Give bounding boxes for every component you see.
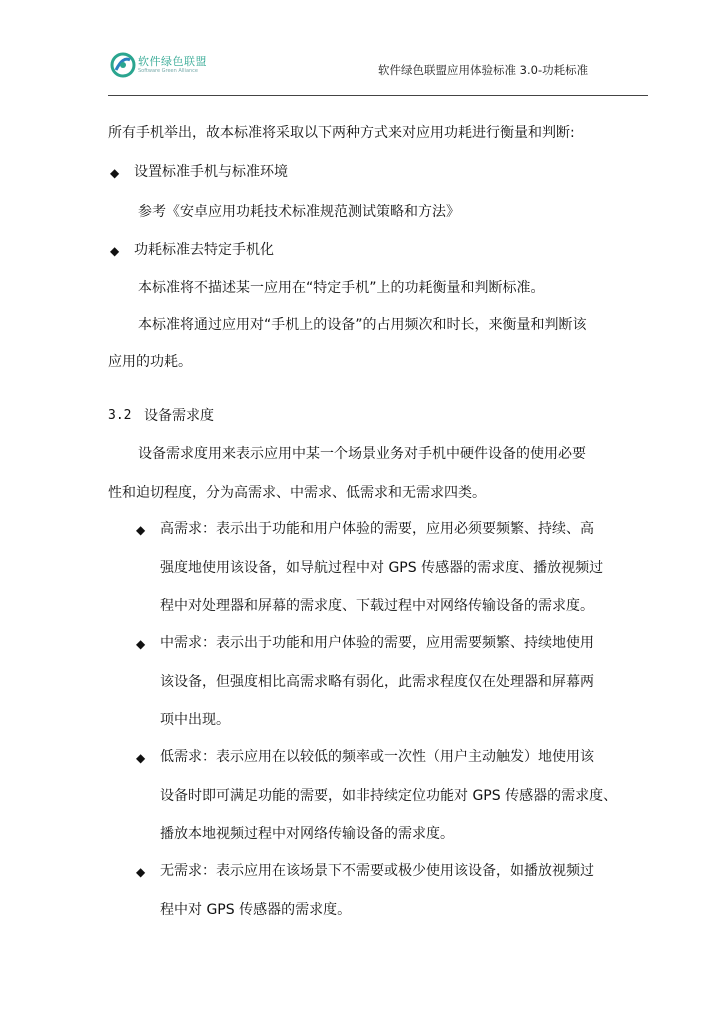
- level-high-line1: 高需求：表示出于功能和用户体验的需要，应用必须要频繁、持续、高: [160, 521, 594, 537]
- item2-paragraph-2-line2: 应用的功耗。: [108, 354, 192, 370]
- item2-paragraph-2-line1: 本标准将通过应用对“手机上的设备”的占用频次和时长，来衡量和判断该: [138, 317, 587, 333]
- bullet-diamond-icon: ◆: [136, 637, 146, 651]
- bullet-diamond-icon: ◆: [110, 244, 120, 258]
- level-high-line3: 程中对处理器和屏幕的需求度、下载过程中对网络传输设备的需求度。: [160, 598, 594, 614]
- level-none-line1: 无需求：表示应用在该场景下不需要或极少使用该设备，如播放视频过: [160, 863, 594, 879]
- page-header: [0, 0, 724, 100]
- item1-title: 设置标准手机与标准环境: [134, 164, 288, 180]
- level-medium-line3: 项中出现。: [160, 712, 230, 728]
- logo: [110, 52, 210, 80]
- level-low-line3: 播放本地视频过程中对网络传输设备的需求度。: [160, 826, 454, 842]
- bullet-diamond-icon: ◆: [110, 166, 120, 180]
- logo-text-en: Software Green Alliance: [138, 68, 199, 74]
- bullet-diamond-icon: ◆: [136, 751, 146, 765]
- logo-text-cn: 软件绿色联盟: [138, 55, 207, 68]
- section-desc-line2: 性和迫切程度，分为高需求、中需求、低需求和无需求四类。: [108, 485, 486, 501]
- bullet-diamond-icon: ◆: [136, 865, 146, 879]
- section-number: 3.2: [108, 408, 132, 423]
- header-title: 软件绿色联盟应用体验标准 3.0-功耗标准: [378, 63, 589, 77]
- level-low-line2: 设备时即可满足功能的需要，如非持续定位功能对 GPS 传感器的需求度、: [160, 788, 618, 804]
- level-none-line2: 程中对 GPS 传感器的需求度。: [160, 902, 352, 918]
- item2-paragraph-1: 本标准将不描述某一应用在“特定手机”上的功耗衡量和判断标准。: [138, 280, 545, 296]
- item2-title: 功耗标准去特定手机化: [134, 242, 274, 258]
- header-divider: [108, 95, 648, 96]
- logo-mark-icon: [110, 52, 136, 78]
- level-high-line2: 强度地使用该设备，如导航过程中对 GPS 传感器的需求度、播放视频过: [160, 560, 604, 576]
- section-desc-line1: 设备需求度用来表示应用中某一个场景业务对手机中硬件设备的使用必要: [138, 446, 586, 462]
- bullet-diamond-icon: ◆: [136, 523, 146, 537]
- item1-reference: 参考《安卓应用功耗技术标准规范测试策略和方法》: [138, 204, 460, 220]
- section-title: 设备需求度: [144, 408, 214, 424]
- level-low-line1: 低需求：表示应用在以较低的频率或一次性（用户主动触发）地使用该: [160, 749, 594, 765]
- level-medium-line2: 该设备，但强度相比高需求略有弱化，此需求程度仅在处理器和屏幕两: [160, 674, 594, 690]
- intro-paragraph: 所有手机举出，故本标准将采取以下两种方式来对应用功耗进行衡量和判断:: [108, 125, 575, 141]
- level-medium-line1: 中需求：表示出于功能和用户体验的需要，应用需要频繁、持续地使用: [160, 635, 594, 651]
